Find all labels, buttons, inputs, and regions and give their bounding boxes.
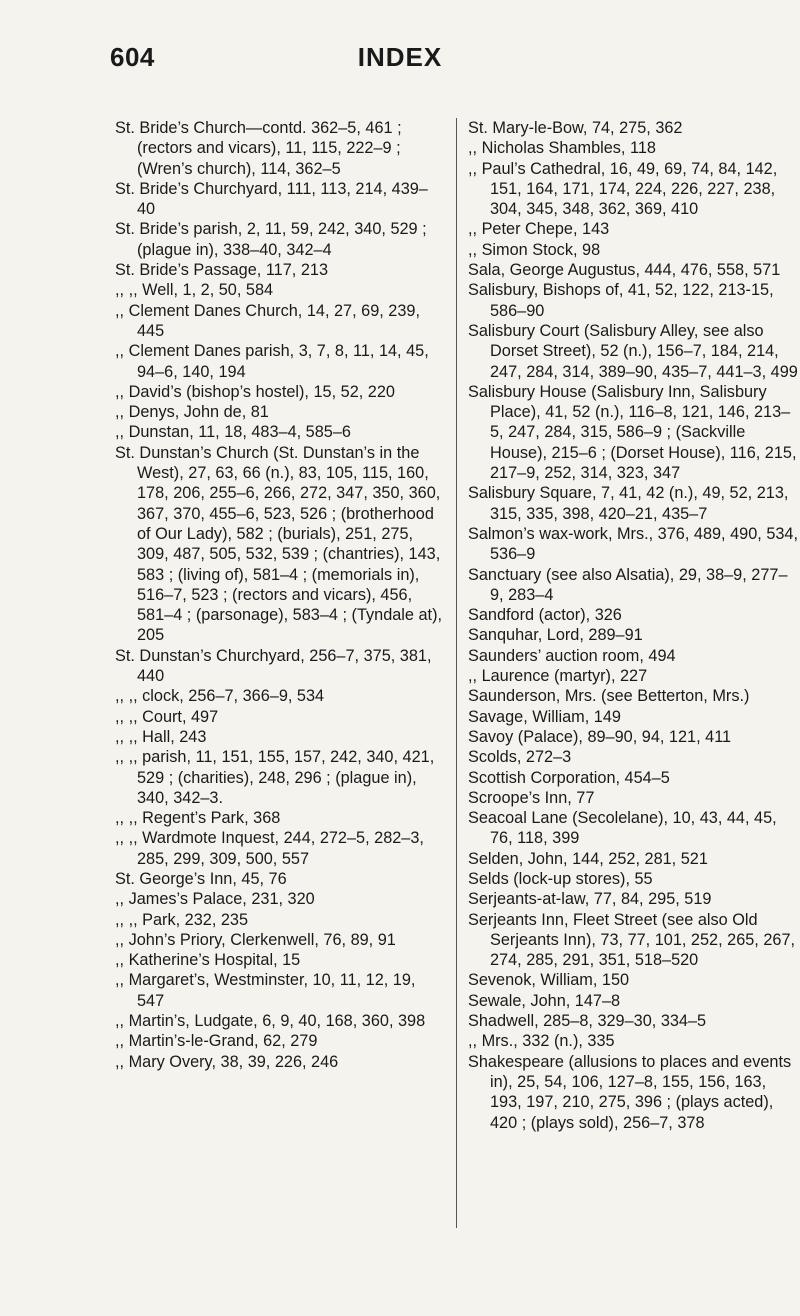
index-entry: Sanquhar, Lord, 289–91 [468, 626, 643, 645]
index-entry: ,, ,, Court, 497 [115, 707, 219, 726]
index-entry: Salisbury House (Salisbury Inn, Salisbury Place), 41, 52 (n.), 116–8, 121, 146, 213–5, 247, 284, 315, 586–9 ; (Sackville House), 215–6 ; (Dorset House), 116, 215, 217–9, 252, 314, 323, 347 [468, 382, 797, 483]
index-entry: St. Bride’s Churchyard, 111, 113, 214, 439–40 [115, 179, 428, 219]
index-entry: ,, Margaret’s, Westminster, 10, 11, 12, 19, 547 [115, 971, 416, 1010]
index-entry: Scroope’s Inn, 77 [468, 788, 595, 807]
index-entry: ,, Laurence (martyr), 227 [468, 667, 648, 686]
index-entry: St. Bride’s Passage, 117, 213 [115, 261, 328, 280]
index-entry: ,, James’s Palace, 231, 320 [115, 890, 315, 909]
index-entry: ,, Clement Danes Church, 14, 27, 69, 239, 445 [115, 301, 420, 340]
index-entry: Sewale, John, 147–8 [468, 991, 621, 1010]
index-entry: ,, Denys, John de, 81 [115, 403, 269, 422]
index-entry: St. Dunstan’s Church (St. Dunstan’s in the West), 27, 63, 66 (n.), 83, 105, 115, 160, 178, 206, 255–6, 266, 272, 347, 350, 360, 367, 370, 455–6, 523, 526 ; (brotherhood of Our Lady), 582 ; (burials), 251, 275, 309, 487, 505, 532, 539 ; (chantries), 143, 583 ; (living of), 581–4 ; (memorials in), 516–7, 523 ; (rectors and vicars), 456, 581–4 ; (parsonage), 583–4 ; (Tyndale at), 205 [115, 443, 443, 645]
index-entry: Seacoal Lane (Secolelane), 10, 43, 44, 45, 76, 118, 399 [468, 809, 777, 848]
index-entry: ,, Martin’s, Ludgate, 6, 9, 40, 168, 360, 398 [115, 1012, 426, 1031]
index-entry: ,, ,, clock, 256–7, 366–9, 534 [115, 687, 325, 706]
index-entry: Shakespeare (allusions to places and events in), 25, 54, 106, 127–8, 155, 156, 163, 193, 197, 210, 275, 396 ; (plays acted), 420 ; (plays sold), 256–7, 378 [468, 1052, 792, 1132]
index-entry: Sandford (actor), 326 [468, 606, 622, 625]
index-entry: ,, Peter Chepe, 143 [468, 220, 610, 239]
index-entry: Salisbury Square, 7, 41, 42 (n.), 49, 52, 213, 315, 335, 398, 420–21, 435–7 [468, 484, 789, 523]
index-entry: Scolds, 272–3 [468, 748, 572, 767]
index-entry: ,, ,, Hall, 243 [115, 727, 207, 746]
index-entry: St. Bride’s parish, 2, 11, 59, 242, 340, 529 ; (plague in), 338–40, 342–4 [115, 220, 427, 259]
index-entry: Sevenok, William, 150 [468, 971, 630, 990]
index-entry: Shadwell, 285–8, 329–30, 334–5 [468, 1012, 707, 1031]
index-entry: Sala, George Augustus, 444, 476, 558, 571 [468, 261, 781, 280]
index-entry: ,, ,, Wardmote Inquest, 244, 272–5, 282–3, 285, 299, 309, 500, 557 [115, 829, 424, 868]
column-divider [456, 118, 457, 1228]
index-entry: Selden, John, 144, 252, 281, 521 [468, 849, 708, 868]
page-header [0, 42, 800, 82]
index-column-left [115, 118, 445, 1072]
index-entry: St. Mary-le-Bow, 74, 275, 362 [468, 119, 683, 137]
index-entry: Salisbury Court (Salisbury Alley, see also Dorset Street), 52 (n.), 156–7, 184, 214, 247, 284, 314, 389–90, 435–7, 441–3, 499 [468, 321, 798, 381]
index-entry: Salmon’s wax-work, Mrs., 376, 489, 490, 534, 536–9 [468, 524, 799, 564]
index-entry: Sanctuary (see also Alsatia), 29, 38–9, 277–9, 283–4 [468, 565, 788, 604]
index-entry: Savage, William, 149 [468, 707, 621, 726]
index-entry: ,, Nicholas Shambles, 118 [468, 139, 656, 158]
index-entry: ,, ,, Regent’s Park, 368 [115, 809, 281, 828]
index-entry: ,, Mary Overy, 38, 39, 226, 246 [115, 1052, 339, 1071]
index-column-right [468, 118, 798, 1133]
index-entry: ,, ,, Well, 1, 2, 50, 584 [115, 281, 274, 300]
index-entry: ,, Katherine’s Hospital, 15 [115, 951, 301, 970]
index-entry: Saunderson, Mrs. (see Betterton, Mrs.) [468, 687, 750, 706]
index-entry: ,, John’s Priory, Clerkenwell, 76, 89, 91 [115, 930, 396, 949]
index-entry: St. George’s Inn, 45, 76 [115, 869, 287, 888]
index-entry: ,, Paul’s Cathedral, 16, 49, 69, 74, 84, 142, 151, 164, 171, 174, 224, 226, 227, 238, 304, 345, 348, 362, 369, 410 [468, 159, 778, 219]
page-number: 604 [110, 42, 155, 72]
index-entry: Scottish Corporation, 454–5 [468, 768, 670, 787]
index-entry: ,, Martin’s-le-Grand, 62, 279 [115, 1032, 318, 1051]
index-entry: Serjeants Inn, Fleet Street (see also Old Serjeants Inn), 73, 77, 101, 252, 265, 267, 274, 285, 291, 351, 518–520 [468, 910, 796, 970]
index-entry: ,, Dunstan, 11, 18, 483–4, 585–6 [115, 423, 351, 442]
index-entry: St. Bride’s Church—contd. 362–5, 461 ; (rectors and vicars), 11, 115, 222–9 ; (Wren’s church), 114, 362–5 [115, 119, 402, 178]
index-entry: ,, Clement Danes parish, 3, 7, 8, 11, 14, 45, 94–6, 140, 194 [115, 342, 429, 381]
index-entry: ,, Simon Stock, 98 [468, 240, 601, 259]
page-title: INDEX [357, 42, 443, 72]
index-entry: Savoy (Palace), 89–90, 94, 121, 411 [468, 727, 732, 746]
index-entry: Serjeants-at-law, 77, 84, 295, 519 [468, 890, 712, 909]
index-entry: Saunders’ auction room, 494 [468, 646, 676, 665]
index-entry: Selds (lock-up stores), 55 [468, 869, 653, 888]
index-entry: ,, ,, Park, 232, 235 [115, 910, 249, 929]
index-entry: Salisbury, Bishops of, 41, 52, 122, 213-15, 586–90 [468, 281, 774, 320]
index-entry: ,, Mrs., 332 (n.), 335 [468, 1032, 615, 1051]
index-entry: ,, David’s (bishop’s hostel), 15, 52, 220 [115, 382, 395, 401]
index-entry: St. Dunstan’s Churchyard, 256–7, 375, 381, 440 [115, 646, 432, 686]
index-entry: ,, ,, parish, 11, 151, 155, 157, 242, 340, 421, 529 ; (charities), 248, 296 ; (plague in), 340, 342–3. [115, 748, 435, 807]
